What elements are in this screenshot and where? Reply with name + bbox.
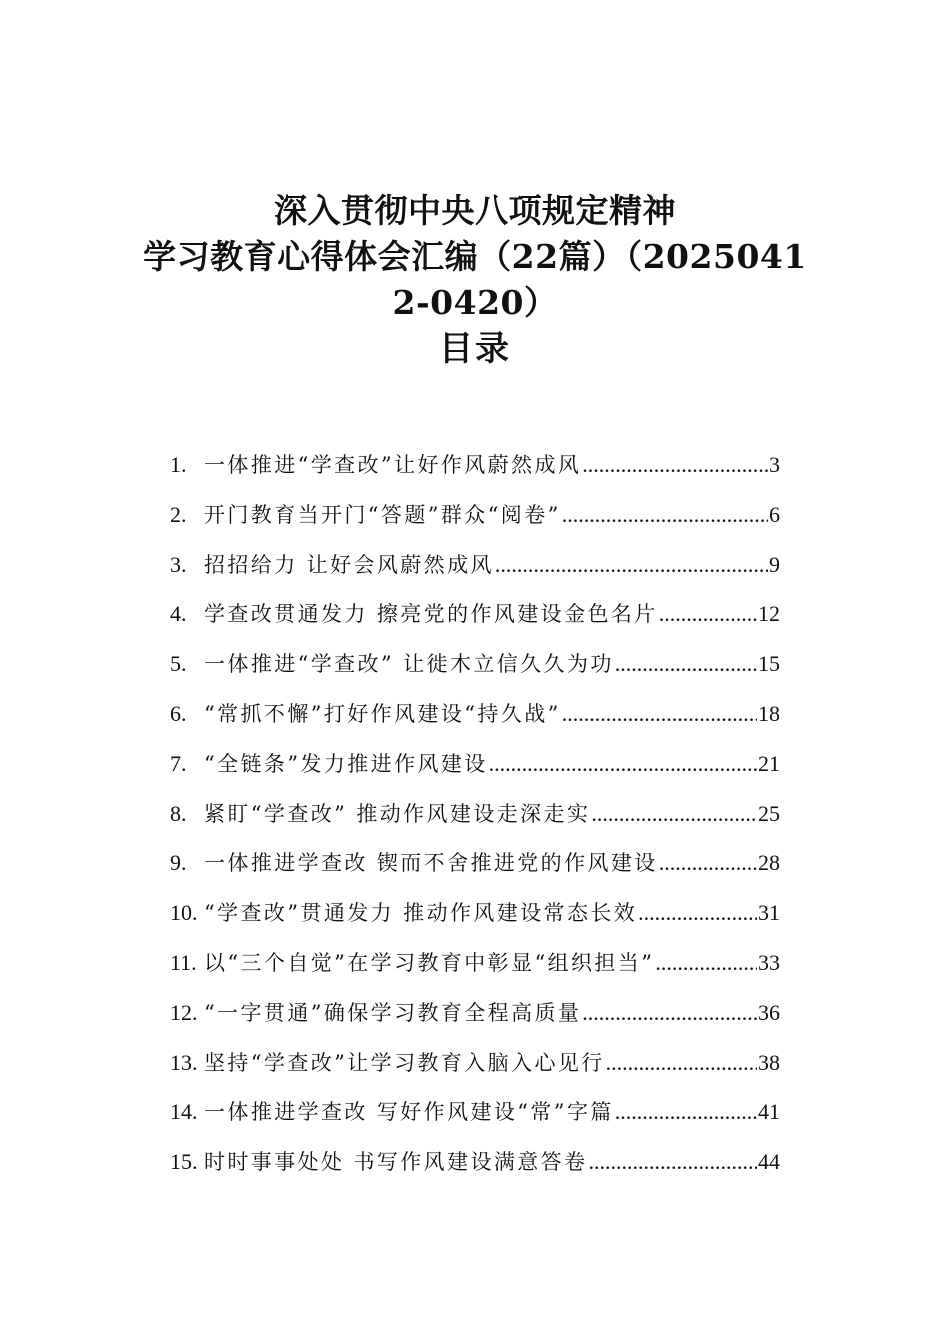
- toc-dot-leader: [489, 739, 757, 789]
- toc-entry-number: 1.: [170, 452, 187, 477]
- toc-entry-number: 4.: [170, 601, 187, 627]
- toc-entry-title[interactable]: 以“三个自觉”在学习教育中彰显“组织担当”: [204, 950, 655, 975]
- toc-entry-page[interactable]: 33: [758, 949, 780, 975]
- toc-entry-page[interactable]: 6: [769, 501, 780, 527]
- toc-entry-page[interactable]: 31: [758, 900, 780, 926]
- toc-dot-leader: [659, 589, 757, 639]
- toc-dot-leader: [582, 440, 768, 490]
- toc-entry-4[interactable]: [170, 589, 780, 639]
- toc-heading: 目录: [439, 329, 511, 369]
- toc-entry-number: 5.: [170, 651, 187, 677]
- toc-entry-page[interactable]: 36: [758, 999, 780, 1025]
- toc-entry-page[interactable]: 38: [758, 1049, 780, 1075]
- toc-entry-page[interactable]: 18: [758, 700, 780, 726]
- toc-entry-number: 9.: [170, 850, 187, 876]
- toc-entry-number: 10.: [170, 900, 198, 926]
- toc-entry-number: 7.: [170, 750, 187, 776]
- toc-entry-title[interactable]: 学查改贯通发力 擦亮党的作风建设金色名片: [204, 602, 658, 627]
- toc-entry-title[interactable]: 一体推进学查改 锲而不舍推进党的作风建设: [204, 851, 658, 876]
- toc-entry-title[interactable]: 一体推进“学查改” 让徙木立信久久为功: [204, 652, 614, 677]
- toc-entry-page[interactable]: 44: [758, 1149, 780, 1175]
- toc-entry-title[interactable]: “一字贯通”确保学习教育全程高质量: [204, 1000, 582, 1025]
- table-of-contents: [170, 440, 780, 1187]
- toc-dot-leader: [591, 789, 757, 839]
- toc-entry-8[interactable]: [170, 789, 780, 839]
- toc-entry-number: 3.: [170, 551, 187, 577]
- toc-dot-leader: [659, 838, 757, 888]
- toc-entry-6[interactable]: [170, 689, 780, 739]
- toc-entry-number: 2.: [170, 501, 187, 527]
- toc-entry-15[interactable]: [170, 1137, 780, 1187]
- toc-dot-leader: [495, 540, 768, 590]
- toc-entry-11[interactable]: [170, 938, 780, 988]
- toc-entry-number: 14.: [170, 1099, 198, 1125]
- toc-entry-page[interactable]: 41: [758, 1099, 780, 1125]
- toc-dot-leader: [606, 1038, 757, 1088]
- toc-entry-title[interactable]: 开门教育当开门“答题”群众“阅卷”: [204, 502, 561, 527]
- toc-dot-leader: [615, 1087, 757, 1137]
- toc-entry-2[interactable]: [170, 490, 780, 540]
- toc-entry-5[interactable]: [170, 639, 780, 689]
- toc-entry-page[interactable]: 28: [758, 850, 780, 876]
- toc-entry-title[interactable]: 紧盯“学查改” 推动作风建设走深走实: [204, 801, 591, 826]
- toc-entry-14[interactable]: [170, 1087, 780, 1137]
- toc-dot-leader: [655, 938, 757, 988]
- toc-entry-page[interactable]: 25: [758, 800, 780, 826]
- toc-dot-leader: [615, 639, 757, 689]
- toc-entry-title[interactable]: 时时事事处处 书写作风建设满意答卷: [204, 1150, 588, 1175]
- toc-entry-12[interactable]: [170, 988, 780, 1038]
- toc-dot-leader: [638, 888, 757, 938]
- toc-entry-9[interactable]: [170, 838, 780, 888]
- toc-dot-leader: [562, 490, 768, 540]
- toc-entry-10[interactable]: [170, 888, 780, 938]
- toc-entry-title[interactable]: “全链条”发力推进作风建设: [204, 751, 488, 776]
- toc-entry-page[interactable]: 12: [758, 601, 780, 627]
- title-line-3: 2-0420）: [392, 283, 558, 322]
- toc-entry-title[interactable]: 招招给力 让好会风蔚然成风: [204, 552, 494, 577]
- toc-entry-number: 8.: [170, 800, 187, 826]
- toc-dot-leader: [588, 1137, 757, 1187]
- toc-entry-7[interactable]: [170, 739, 780, 789]
- toc-entry-title[interactable]: “常抓不懈”打好作风建设“持久战”: [204, 701, 561, 726]
- toc-entry-number: 12.: [170, 999, 198, 1025]
- toc-entry-page[interactable]: 9: [769, 551, 780, 577]
- toc-entry-13[interactable]: [170, 1038, 780, 1088]
- toc-entry-page[interactable]: 3: [769, 452, 780, 477]
- toc-entry-3[interactable]: [170, 540, 780, 590]
- toc-entry-number: 11.: [170, 949, 197, 975]
- toc-entry-title[interactable]: 一体推进学查改 写好作风建设“常”字篇: [204, 1100, 614, 1125]
- toc-entry-number: 15.: [170, 1149, 198, 1175]
- toc-dot-leader: [562, 689, 757, 739]
- toc-entry-number: 6.: [170, 700, 187, 726]
- title-line-1: 深入贯彻中央八项规定精神: [274, 191, 676, 230]
- toc-entry-title[interactable]: 坚持“学查改”让学习教育入脑入心见行: [204, 1050, 605, 1075]
- toc-entry-number: 13.: [170, 1049, 198, 1075]
- toc-entry-title[interactable]: “学查改”贯通发力 推动作风建设常态长效: [204, 901, 638, 926]
- toc-entry-page[interactable]: 15: [758, 651, 780, 677]
- toc-entry-page[interactable]: 21: [758, 750, 780, 776]
- title-line-2: 学习教育心得体会汇编（22篇）（2025041: [143, 237, 807, 276]
- document-title: [100, 188, 850, 372]
- toc-entry-1[interactable]: [170, 440, 780, 490]
- toc-entry-title[interactable]: 一体推进“学查改”让好作风蔚然成风: [204, 453, 582, 477]
- toc-dot-leader: [582, 988, 757, 1038]
